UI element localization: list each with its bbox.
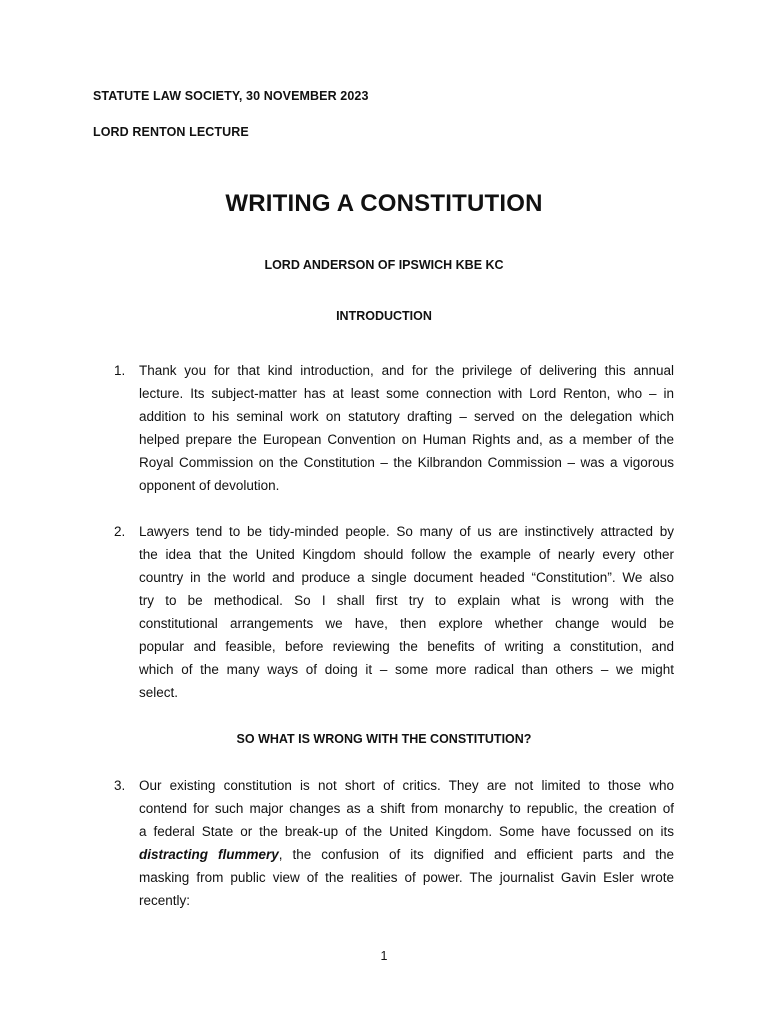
paragraph-line: opponent of devolution. [139, 478, 280, 493]
paragraph-line: Lawyers tend to be tidy-minded people. So many of us are instinctively attracted by [139, 524, 674, 539]
paragraph-line: lecture. Its subject-matter has at least some connection with Lord Renton, who – in [139, 386, 674, 401]
header-event-line: STATUTE LAW SOCIETY, 30 NOVEMBER 2023 [93, 89, 369, 103]
paragraph-text [139, 359, 674, 497]
paragraph-line: constitutional arrangements we have, then explore whether change would be [139, 616, 674, 631]
paragraph-line: country in the world and produce a single document headed “Constitution”. We also [139, 570, 674, 585]
paragraph-line [139, 843, 674, 866]
paragraph-number: 2. [114, 524, 126, 539]
paragraph-line: select. [139, 685, 179, 700]
line-remainder: , the confusion of its dignified and efficient parts and the [278, 847, 674, 862]
paragraph-line: addition to his seminal work on statutory drafting – served on the delegation which [139, 409, 674, 424]
paragraph-3 [114, 774, 674, 912]
paragraph-2 [114, 520, 674, 704]
paragraph-number: 3. [114, 778, 126, 793]
paragraph-line: masking from public view of the realities of power. The journalist Gavin Esler wrote [139, 870, 674, 885]
section-heading-introduction: INTRODUCTION [336, 309, 432, 323]
document-title: WRITING A CONSTITUTION [225, 190, 543, 217]
paragraph-line: a federal State or the break-up of the United Kingdom. Some have focussed on its [139, 824, 674, 839]
paragraph-text [139, 774, 674, 912]
emphasized-phrase: distracting flummery [139, 847, 279, 862]
paragraph-line: the idea that the United Kingdom should follow the example of nearly every other [139, 547, 674, 562]
header-lecture-line: LORD RENTON LECTURE [93, 125, 249, 139]
paragraph-line: Royal Commission on the Constitution – the Kilbrandon Commission – was a vigorous [139, 455, 674, 470]
section-heading-whats-wrong: SO WHAT IS WRONG WITH THE CONSTITUTION? [236, 732, 532, 746]
paragraph-number: 1. [114, 363, 126, 378]
paragraph-line: which of the many ways of doing it – some more radical than others – we might [139, 662, 674, 677]
paragraph-line: contend for such major changes as a shift from monarchy to republic, the creation of [139, 801, 674, 816]
paragraph-line: recently: [139, 893, 191, 908]
author-line: LORD ANDERSON OF IPSWICH KBE KC [264, 258, 504, 272]
paragraph-line: try to be methodical. So I shall first try to explain what is wrong with the [139, 593, 674, 608]
paragraph-text [139, 520, 674, 704]
paragraph-line: helped prepare the European Convention on Human Rights and, as a member of the [139, 432, 674, 447]
paragraph-line: Thank you for that kind introduction, and for the privilege of delivering this annual [139, 363, 674, 378]
paragraph-line: Our existing constitution is not short of critics. They are not limited to those who [139, 778, 674, 793]
paragraph-line: popular and feasible, before reviewing the benefits of writing a constitution, and [139, 639, 674, 654]
paragraph-1 [114, 359, 674, 497]
page-number: 1 [380, 949, 388, 963]
